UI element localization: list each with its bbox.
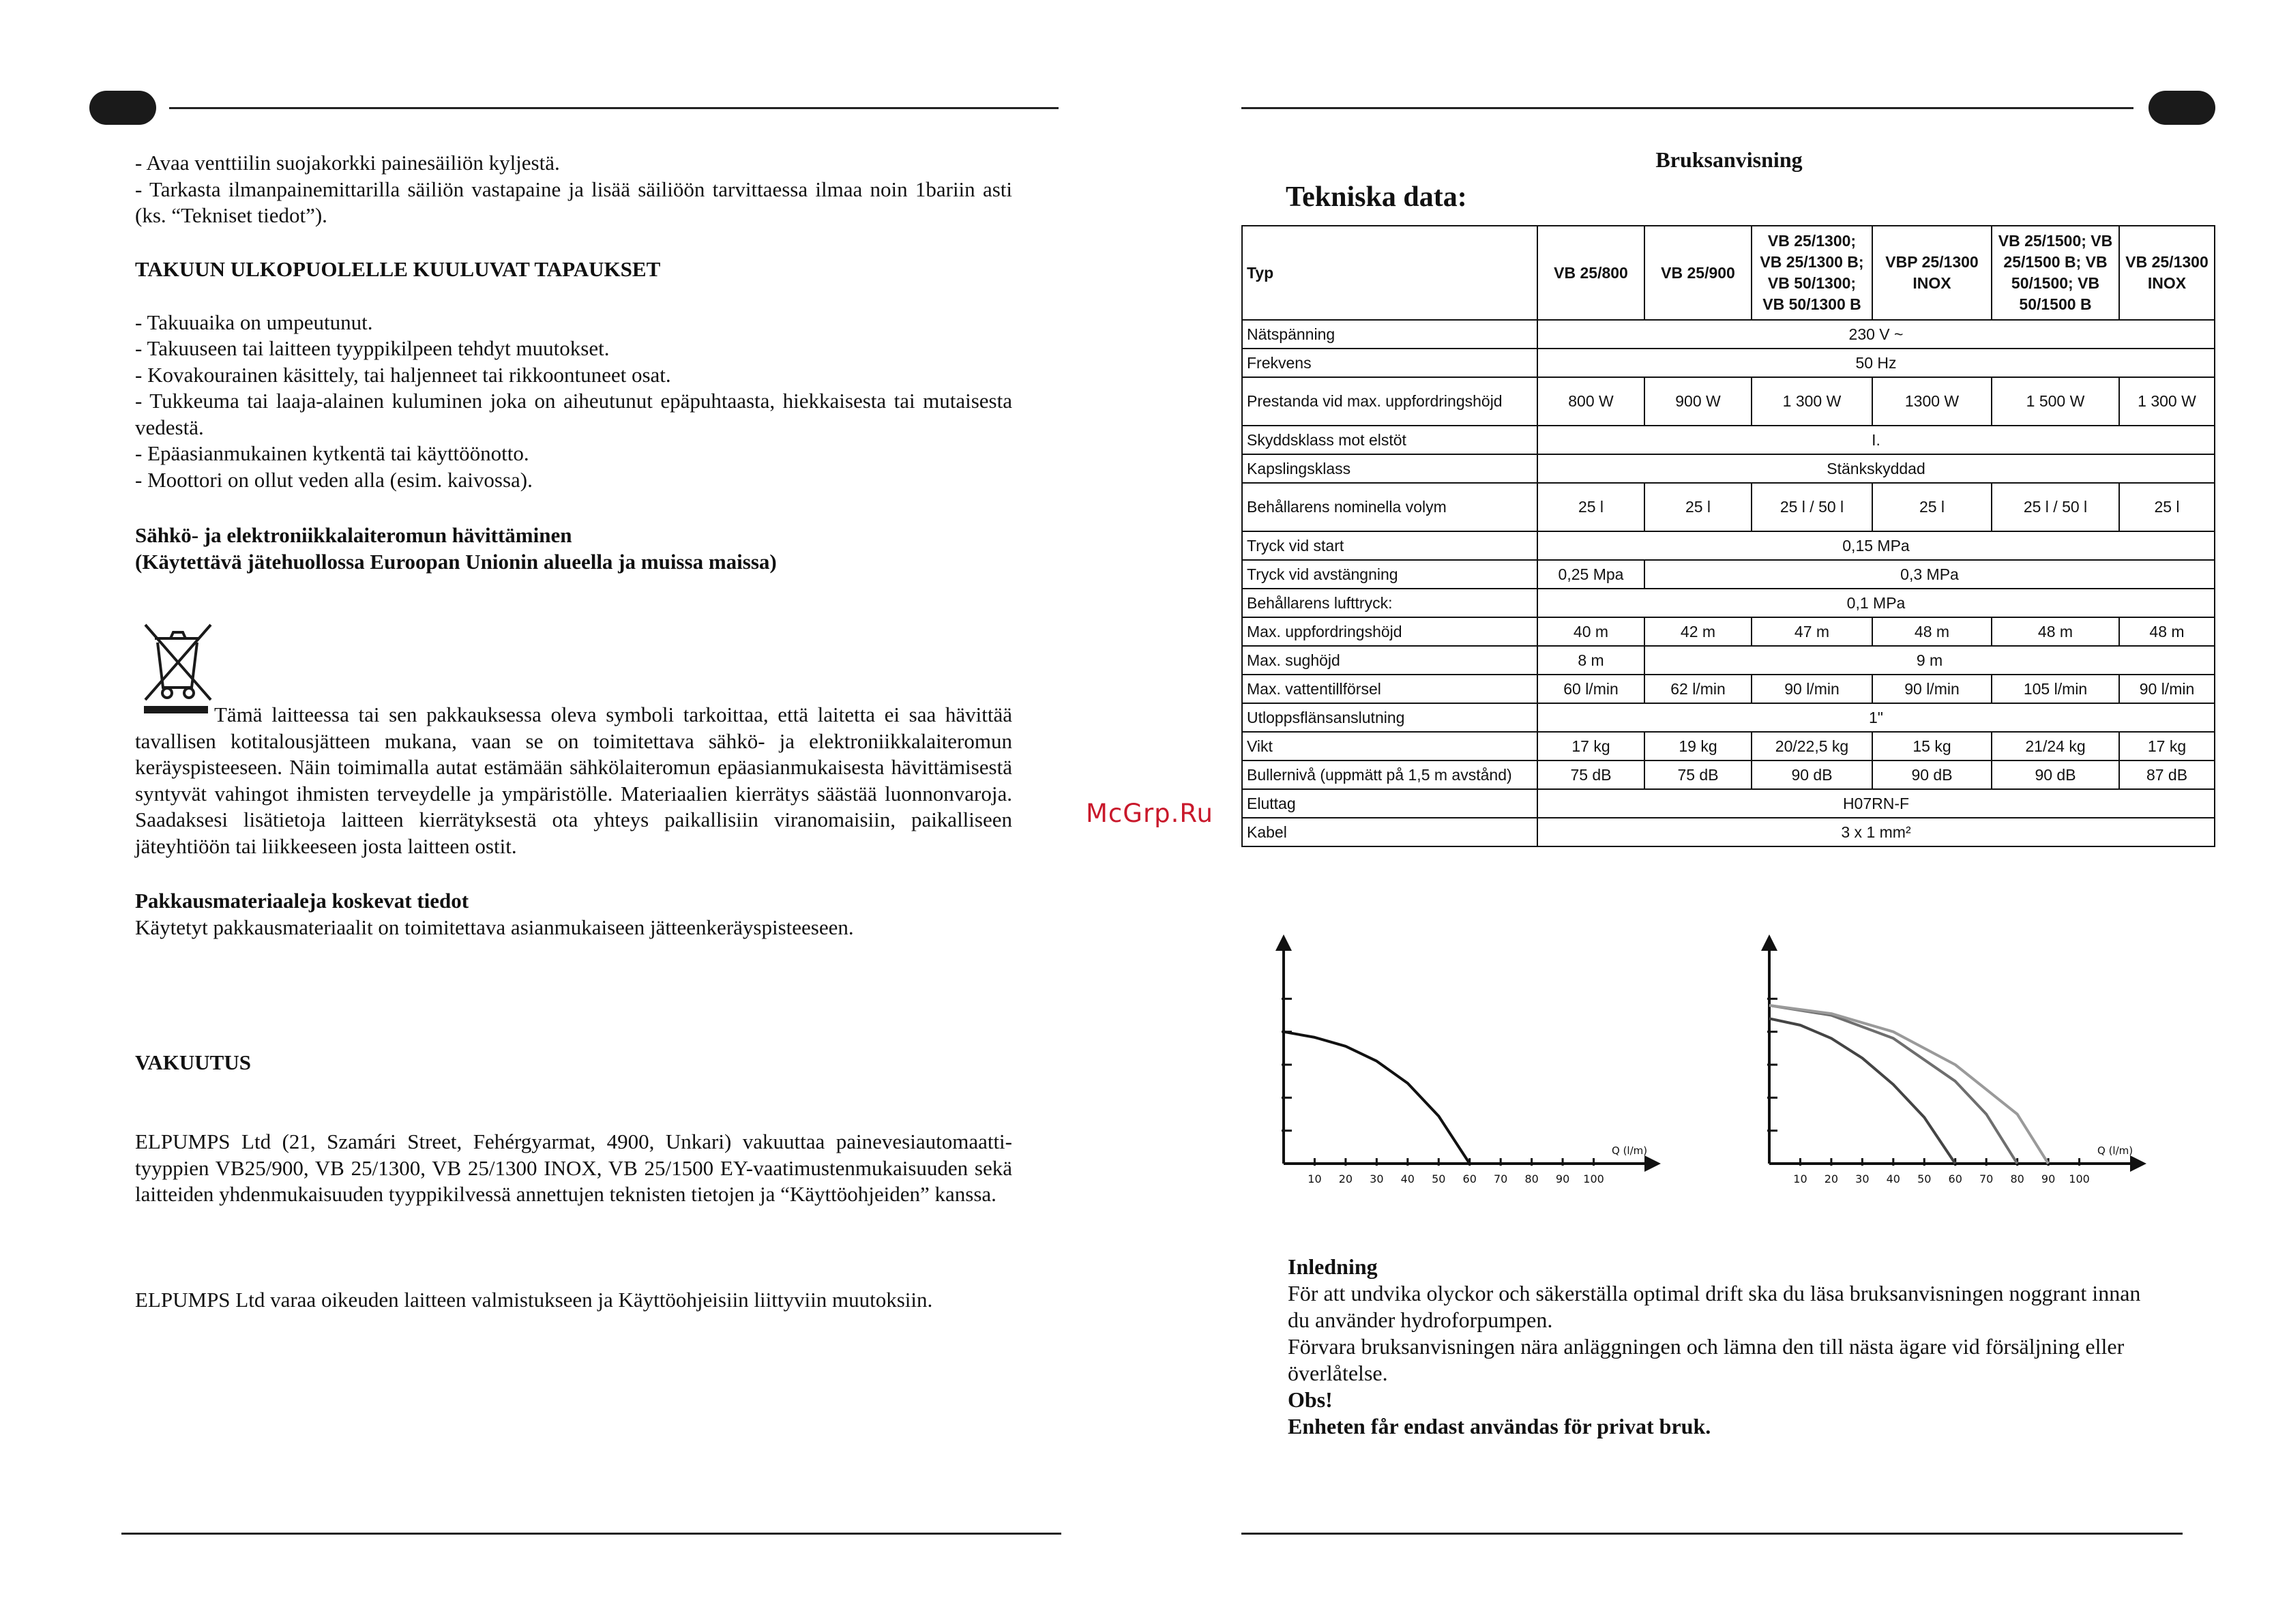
spec-value-cell: 1 500 W [1992,377,2119,426]
header-rule-left [169,107,1059,109]
spec-value-cell: 9 m [1644,646,2215,675]
spec-value-cell: 75 dB [1537,761,1644,789]
declaration-section [135,1129,1012,1208]
chart-series-curve-1 [1284,1032,1470,1164]
chart-x-tick-label: 70 [1979,1172,1994,1185]
spec-value-cell: 90 dB [1992,761,2119,789]
weee-section [135,702,1012,859]
spec-value-cell: 90 dB [1872,761,1992,789]
spec-value-cell: 21/24 kg [1992,732,2119,761]
spec-label-cell: Skyddsklass mot elstöt [1242,426,1537,454]
table-row [1242,349,2215,377]
warranty-item: - Tukkeuma tai laaja-alainen kuluminen joka on aiheutunut epäpuhtaasta, hiekkaisesta tai mutaisesta vedestä. [135,389,1012,439]
table-row [1242,646,2215,675]
spec-value-cell: 47 m [1752,617,1872,646]
spec-value-cell: 25 l [1537,483,1644,531]
chart-series-curve-60 [1769,1018,1955,1164]
spec-label-cell: Vikt [1242,732,1537,761]
spec-value-cell: 48 m [1872,617,1992,646]
chart-x-tick-label: 30 [1370,1172,1384,1185]
spec-label-cell: Bullernivå (uppmätt på 1,5 m avstånd) [1242,761,1537,789]
packaging-section [135,888,1012,941]
chart-y-arrow [1761,934,1777,951]
warranty-item: - Kovakourainen käsittely, tai haljenneet tai rikkoontuneet osat. [135,362,671,387]
chart-x-tick-label: 10 [1793,1172,1807,1185]
chart-x-label: Q (l/m) [1612,1145,1648,1157]
weee-heading: Sähkö- ja elektroniikkalaiteromun hävittäminen [135,523,572,547]
intro-text: För att undvika olyckor och säkerställa optimal drift ska du läsa bruksanvisningen noggrant innan du använder hydroforpumpen. [1288,1281,2141,1332]
spec-value-cell: 40 m [1537,617,1644,646]
warranty-item: - Takuuaika on umpeutunut. [135,310,373,334]
spec-label-cell: Behållarens lufttryck: [1242,589,1537,617]
chart-x-tick-label: 50 [1432,1172,1446,1185]
spec-label-cell: Tryck vid start [1242,531,1537,560]
table-header-cell: VBP 25/1300 INOX [1872,226,1992,320]
spec-value-cell: 62 l/min [1644,675,1752,703]
spec-value-cell: Stänkskyddad [1537,454,2215,483]
chart-x-tick-label: 20 [1824,1172,1839,1185]
chart-x-label: Q (l/m) [2097,1145,2133,1157]
warranty-heading: TAKUUN ULKOPUOLELLE KUULUVAT TAPAUKSET [135,257,661,281]
section-title: Tekniska data: [1286,181,1467,213]
table-row [1242,818,2215,846]
pump-curve-chart-multi [1727,921,2191,1207]
declaration-text: ELPUMPS Ltd (21, Szamári Street, Fehérgyarmat, 4900, Unkari) vakuuttaa painevesiautomaatti-tyyppien VB25/900, VB 25/1300, VB 25/1300 INOX, VB 25/1500 EY-vaatimustenmukaisuuden sekä laitteiden yhdenmukaisuuden tyyppikilvessä annettujen teknisten tietojen ja “Käyttöohjeiden” kanssa. [135,1130,1012,1206]
spec-value-cell: 1 300 W [1752,377,1872,426]
chart-y-arrow [1275,934,1292,951]
spec-value-cell: H07RN-F [1537,789,2215,818]
warranty-item: - Takuuseen tai laitteen tyyppikilpeen tehdyt muutokset. [135,336,610,360]
warranty-section [135,256,1012,493]
packaging-heading: Pakkausmateriaaleja koskevat tiedot [135,889,469,913]
table-row [1242,703,2215,732]
reservation-section [135,1287,1012,1314]
intro-heading: Inledning [1288,1254,1378,1279]
weee-subheading: (Käytettävä jätehuollossa Euroopan Unionin alueella ja muissa maissa) [135,549,777,574]
chart-x-tick-label: 60 [1462,1172,1477,1185]
spec-value-cell: 19 kg [1644,732,1752,761]
header-rule-right [1241,107,2133,109]
spec-value-cell: 0,1 MPa [1537,589,2215,617]
spec-value-cell: 8 m [1537,646,1644,675]
table-header-cell: VB 25/800 [1537,226,1644,320]
reservation-text: ELPUMPS Ltd varaa oikeuden laitteen valmistukseen ja Käyttöohjeisiin liittyviin muutoksiin. [135,1288,933,1312]
table-header-row [1242,226,2215,320]
table-row [1242,320,2215,349]
table-row [1242,732,2215,761]
crossed-bin-icon [140,619,216,713]
spec-value-cell: 15 kg [1872,732,1992,761]
table-row [1242,560,2215,589]
spec-value-cell: 17 kg [1537,732,1644,761]
footer-rule-right [1241,1533,2183,1535]
pump-curve-chart-single [1241,921,1705,1207]
spec-value-cell: 25 l / 50 l [1992,483,2119,531]
packaging-text: Käytetyt pakkausmateriaalit on toimitettava asianmukaiseen jätteenkeräyspisteeseen. [135,915,854,939]
table-row [1242,483,2215,531]
spec-label-cell: Behållarens nominella volym [1242,483,1537,531]
page-marker-right [2148,91,2215,125]
table-row [1242,589,2215,617]
intro-section [1288,1254,2154,1440]
chart-x-tick-label: 90 [1555,1172,1570,1185]
chart-x-tick-label: 100 [1583,1172,1604,1185]
spec-label-cell: Prestanda vid max. uppfordringshöjd [1242,377,1537,426]
spec-value-cell: 3 x 1 mm² [1537,818,2215,846]
chart-x-tick-label: 20 [1338,1172,1353,1185]
footer-rule-left [121,1533,1061,1535]
spec-value-cell: 20/22,5 kg [1752,732,1872,761]
spec-value-cell: 90 dB [1752,761,1872,789]
spec-value-cell: 25 l [1644,483,1752,531]
weee-headings [135,522,1012,575]
page-marker-left [89,91,156,125]
warranty-item: - Epäasianmukainen kytkentä tai käyttöönotto. [135,441,529,465]
spec-value-cell: I. [1537,426,2215,454]
spec-value-cell: 0,25 Mpa [1537,560,1644,589]
spec-value-cell: 48 m [2119,617,2215,646]
weee-text: Tämä laitteessa tai sen pakkauksessa oleva symboli tarkoittaa, että laitetta ei saa hävittää tavallisen kotitalousjätteen mukana, vaan se on toimitettava sähkö- ja elektroniikkalaiteromun keräyspisteeseen. Näin toimimalla autat estämään sähkölaiteromun epäasianmukaisesta hävittämisestä syntyvät vahingot ihmisten terveydelle ja ympäristölle. Materiaalien kierrätys säästää luonnonvaroja. Saadaksesi lisätietoja laitteen kierrätyksestä ota yhteys paikallisiin viranomaisiin, paikalliseen jäteyhtiöön tai liikkeeseen josta laitteen ostit. [135,703,1012,858]
spec-label-cell: Kabel [1242,818,1537,846]
chart-x-tick-label: 80 [1524,1172,1539,1185]
valve-instructions [135,150,1012,229]
chart-x-tick-label: 40 [1886,1172,1900,1185]
table-header-cell: VB 25/1500; VB 25/1500 B; VB 50/1500; VB 50/1500 B [1992,226,2119,320]
obs-text: Enheten får endast användas för privat bruk. [1288,1414,1711,1438]
spec-label-cell: Max. uppfordringshöjd [1242,617,1537,646]
table-row [1242,789,2215,818]
chart-x-tick-label: 80 [2010,1172,2024,1185]
chart-x-tick-label: 90 [2041,1172,2056,1185]
spec-label-cell: Nätspänning [1242,320,1537,349]
spec-value-cell: 25 l / 50 l [1752,483,1872,531]
spec-label-cell: Max. vattentillförsel [1242,675,1537,703]
chart-x-tick-label: 50 [1917,1172,1932,1185]
spec-value-cell: 105 l/min [1992,675,2119,703]
table-header-cell: VB 25/1300; VB 25/1300 B; VB 50/1300; VB 50/1300 B [1752,226,1872,320]
spec-label-cell: Max. sughöjd [1242,646,1537,675]
spec-value-cell: 25 l [1872,483,1992,531]
table-body [1242,320,2215,846]
table-row [1242,531,2215,560]
chart-x-tick-label: 60 [1948,1172,1962,1185]
spec-label-cell: Tryck vid avstängning [1242,560,1537,589]
table-row [1242,454,2215,483]
table-row [1242,675,2215,703]
spec-value-cell: 25 l [2119,483,2215,531]
declaration-heading-block [135,1050,1012,1076]
declaration-heading: VAKUUTUS [135,1050,251,1074]
chart-x-tick-label: 30 [1855,1172,1870,1185]
table-row [1242,761,2215,789]
spec-value-cell: 90 l/min [1752,675,1872,703]
chart-x-tick-label: 70 [1494,1172,1508,1185]
spec-value-cell: 87 dB [2119,761,2215,789]
spec-label-cell: Eluttag [1242,789,1537,818]
instruction-line: - Tarkasta ilmanpainemittarilla säiliön vastapaine ja lisää säiliöön tarvittaessa ilmaa noin 1bariin asti (ks. “Tekniset tiedot”). [135,177,1012,227]
spec-label-cell: Kapslingsklass [1242,454,1537,483]
watermark: McGrp.Ru [1086,799,1213,828]
table-row [1242,426,2215,454]
table-header-cell: VB 25/1300 INOX [2119,226,2215,320]
spec-value-cell: 1 300 W [2119,377,2215,426]
spec-value-cell: 90 l/min [1872,675,1992,703]
spec-label-cell: Frekvens [1242,349,1537,377]
spec-value-cell: 75 dB [1644,761,1752,789]
obs-label: Obs! [1288,1387,1333,1412]
spec-value-cell: 60 l/min [1537,675,1644,703]
chart-x-arrow [1644,1155,1661,1172]
spec-value-cell: 900 W [1644,377,1752,426]
chart-x-tick-label: 10 [1308,1172,1322,1185]
table-row [1242,617,2215,646]
warranty-item: - Moottori on ollut veden alla (esim. kaivossa). [135,467,533,492]
spec-value-cell: 0,15 MPa [1537,531,2215,560]
spec-value-cell: 0,3 MPa [1644,560,2215,589]
chart-x-arrow [2130,1155,2146,1172]
spec-value-cell: 1" [1537,703,2215,732]
chart-x-tick-label: 100 [2069,1172,2090,1185]
spec-label-cell: Utloppsflänsanslutning [1242,703,1537,732]
spec-value-cell: 90 l/min [2119,675,2215,703]
spec-value-cell: 42 m [1644,617,1752,646]
tech-data-table [1241,225,2215,847]
spec-value-cell: 230 V ~ [1537,320,2215,349]
page-title: Bruksanvisning [1655,147,1803,172]
spec-value-cell: 17 kg [2119,732,2215,761]
spec-value-cell: 1300 W [1872,377,1992,426]
spec-value-cell: 48 m [1992,617,2119,646]
spec-value-cell: 50 Hz [1537,349,2215,377]
table-row [1242,377,2215,426]
table-header-cell: VB 25/900 [1644,226,1752,320]
chart-x-tick-label: 40 [1400,1172,1415,1185]
table-header-cell: Typ [1242,226,1537,320]
instruction-line: - Avaa venttiilin suojakorkki painesäiliön kyljestä. [135,151,560,175]
intro-text: Förvara bruksanvisningen nära anläggningen och lämna den till nästa ägare vid försäljning eller överlåtelse. [1288,1334,2125,1385]
spec-value-cell: 800 W [1537,377,1644,426]
